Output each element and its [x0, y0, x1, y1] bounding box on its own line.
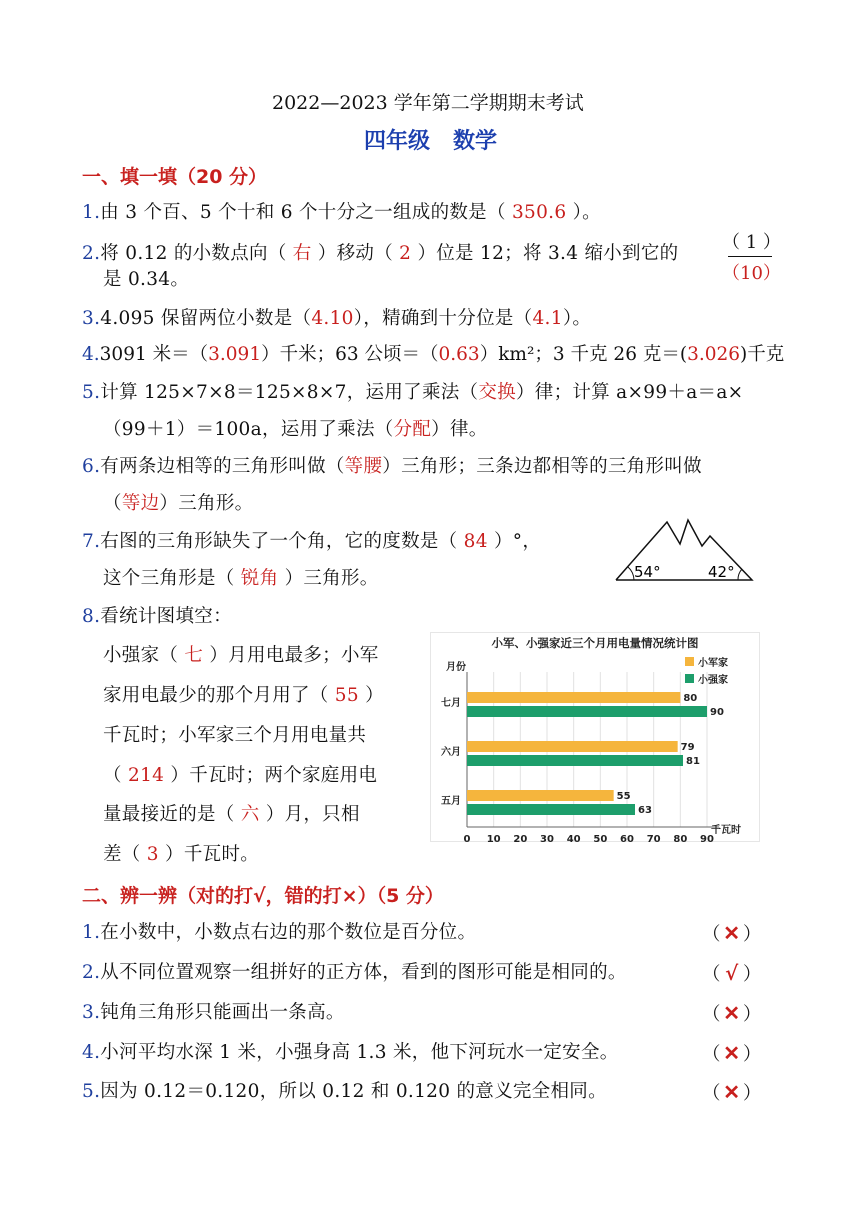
close-paren: ）	[742, 924, 762, 945]
question-text: ）位是 12；将 3.4 缩小到它的	[417, 243, 679, 264]
question-6-line2	[103, 492, 253, 516]
question-text: ）移动（	[317, 243, 393, 264]
question-number: 3.	[82, 1002, 101, 1023]
question-text: 3091 米＝（	[99, 344, 209, 365]
legend-swatch	[685, 674, 694, 683]
question-text: 由 3 个百、5 个十和 6 个十分之一组成的数是（	[100, 202, 506, 223]
x-axis-label: 千瓦时	[711, 825, 741, 836]
question-number: 8.	[82, 606, 101, 627]
answer: 交换	[478, 382, 516, 403]
question-number: 4.	[82, 344, 100, 365]
question-text: ）千瓦时；两个家庭用电	[170, 765, 378, 786]
x-tick-label: 30	[540, 834, 554, 842]
judgment-answer	[702, 1080, 762, 1106]
answer: 350.6	[505, 202, 573, 223]
angle-label-right: 42°	[708, 563, 735, 581]
question-8-line4	[103, 764, 377, 788]
x-tick-label: 0	[463, 834, 471, 842]
question-text: （	[103, 493, 122, 514]
bar	[467, 790, 614, 801]
close-paren: ）	[742, 1004, 762, 1025]
question-number: 5.	[82, 1081, 101, 1102]
question-text: ）。	[562, 308, 592, 329]
statement-text: 从不同位置观察一组拼好的正方体，看到的图形可能是相同的。	[100, 962, 627, 983]
close-paren: ）	[742, 964, 762, 985]
answer: 3.091	[208, 344, 262, 365]
bar-value-label: 90	[710, 707, 724, 718]
question-8-line5	[103, 803, 360, 827]
question-8	[82, 605, 232, 629]
judgment-answer	[702, 961, 762, 987]
open-paren: （	[702, 1044, 721, 1065]
question-number: 2.	[82, 243, 101, 264]
question-4	[82, 343, 784, 367]
x-tick-label: 20	[513, 834, 528, 842]
question-text: 4.095 保留两位小数是（	[100, 308, 312, 329]
answer: 六	[234, 804, 266, 825]
question-text: 这个三角形是（	[103, 568, 235, 589]
question-8-line1	[103, 644, 379, 668]
question-8-line2	[103, 684, 384, 708]
question-text: ）三角形。	[159, 493, 254, 514]
question-2	[82, 242, 678, 266]
judgment-item	[82, 1001, 345, 1025]
answer-mark: ✕	[723, 1041, 741, 1065]
answer: 0.63	[438, 344, 480, 365]
open-paren: （	[702, 924, 721, 945]
answer: 等腰	[344, 456, 383, 477]
judgment-answer	[702, 1001, 762, 1027]
bar-value-label: 79	[680, 742, 695, 753]
legend-label: 小强家	[698, 675, 728, 686]
x-tick-label: 80	[673, 834, 688, 842]
question-number: 5.	[82, 382, 101, 403]
open-paren: （	[702, 964, 721, 985]
open-paren: （	[702, 1004, 721, 1025]
bar-value-label: 81	[686, 756, 700, 767]
question-text: ）三角形。	[284, 568, 379, 589]
question-text: ）	[365, 685, 384, 706]
x-tick-label: 10	[486, 834, 501, 842]
question-number: 6.	[82, 456, 101, 477]
answer-mark: √	[725, 961, 739, 985]
question-8-line6	[103, 843, 259, 867]
question-text: ）律；计算 a×99＋a＝a×	[515, 382, 744, 403]
answer: 七	[178, 645, 210, 666]
section2-heading: 二、辨一辨（对的打√，错的打×）（5 分）	[82, 885, 444, 907]
question-7	[82, 530, 541, 554]
close-paren: ）	[742, 1083, 762, 1104]
question-number: 3.	[82, 308, 101, 329]
question-6	[82, 455, 702, 479]
question-text: ）。	[572, 202, 601, 223]
question-text: 量最接近的是（	[103, 804, 235, 825]
answer: 3	[140, 844, 166, 865]
legend-label: 小军家	[698, 658, 728, 669]
answer: 2	[393, 243, 418, 264]
question-2-line2: 是 0.34。	[103, 269, 190, 290]
question-text: （99＋1）＝100a，运用了乘法（	[103, 419, 394, 440]
question-5	[82, 381, 743, 405]
question-text: 有两条边相等的三角形叫做（	[100, 456, 345, 477]
exam-subtitle: 四年级 数学	[364, 129, 497, 154]
judgment-answer	[702, 1041, 762, 1067]
question-text: ）律。	[431, 419, 488, 440]
question-text: 家用电最少的那个月用了（	[103, 685, 329, 706]
bar	[467, 741, 678, 752]
x-tick-label: 50	[593, 834, 608, 842]
legend-swatch	[685, 657, 694, 666]
electricity-bar-chart	[430, 632, 760, 842]
question-text: ）km²；3 千克 26 克＝(	[479, 344, 688, 365]
judgment-item	[82, 961, 627, 985]
angle-arc-right	[738, 569, 742, 580]
answer: 右	[286, 243, 318, 264]
fraction	[722, 228, 781, 285]
question-text: ）°，	[493, 531, 542, 552]
question-text: ）月用电最多；小军	[209, 645, 379, 666]
judgment-item	[82, 1041, 619, 1065]
bar	[467, 804, 635, 815]
category-label: 七月	[441, 698, 461, 709]
question-text: 计算 125×7×8＝125×8×7，运用了乘法（	[100, 382, 479, 403]
answer: 214	[121, 765, 171, 786]
statement-text: 钝角三角形只能画出一条高。	[100, 1002, 345, 1023]
exam-title: 2022—2023 学年第二学期期末考试	[272, 92, 584, 114]
chart-title: 小军、小强家近三个月用电量情况统计图	[491, 636, 699, 650]
question-text: （	[103, 765, 122, 786]
category-label: 五月	[441, 796, 461, 807]
x-tick-label: 70	[646, 834, 661, 842]
question-text: 差（	[103, 844, 141, 865]
question-3	[82, 307, 591, 331]
answer: 等边	[121, 493, 160, 514]
category-label: 六月	[441, 747, 461, 758]
question-7-line2	[103, 567, 379, 591]
x-tick-label: 60	[620, 834, 634, 842]
fraction-bar	[728, 256, 772, 257]
question-text: ）月，只相	[265, 804, 360, 825]
answer: 4.1	[532, 308, 563, 329]
statement-text: 小河平均水深 1 米，小强身高 1.3 米，他下河玩水一定安全。	[100, 1042, 619, 1063]
bar-value-label: 63	[638, 805, 652, 816]
angle-label-left: 54°	[634, 563, 661, 581]
open-paren: （	[702, 1083, 721, 1104]
question-text: ）千瓦时。	[165, 844, 260, 865]
answer: 锐角	[234, 568, 285, 589]
bar	[467, 692, 680, 703]
broken-triangle-figure	[612, 516, 758, 586]
question-text: 看统计图填空：	[100, 606, 232, 627]
question-1	[82, 201, 601, 225]
question-8-line3: 千瓦时；小军家三个月用电量共	[103, 725, 367, 746]
answer-mark: ✕	[723, 1080, 741, 1104]
answer: 3.026	[687, 344, 741, 365]
question-text: 右图的三角形缺失了一个角，它的度数是（	[100, 531, 458, 552]
question-number: 1.	[82, 202, 101, 223]
judgment-item	[82, 921, 476, 945]
fraction-denominator: （10）	[722, 263, 781, 284]
chart-canvas	[430, 632, 760, 842]
answer-mark: ✕	[723, 921, 741, 945]
question-text: )千克	[740, 344, 785, 365]
question-text: ），精确到十分位是（	[353, 308, 533, 329]
bar	[467, 706, 707, 717]
question-number: 7.	[82, 531, 101, 552]
answer: 84	[457, 531, 494, 552]
bar-value-label: 80	[683, 693, 698, 704]
question-number: 1.	[82, 922, 101, 943]
judgment-answer	[702, 921, 762, 947]
question-number: 2.	[82, 962, 101, 983]
answer: 4.10	[311, 308, 354, 329]
answer-mark: ✕	[723, 1001, 741, 1025]
x-tick-label: 40	[566, 834, 581, 842]
answer: 55	[328, 685, 366, 706]
x-tick-label: 90	[700, 834, 714, 842]
bar	[467, 755, 683, 766]
bar-value-label: 55	[616, 791, 631, 802]
fraction-numerator: （ 1 ）	[722, 232, 781, 253]
y-axis-label: 月份	[446, 662, 466, 673]
question-5-line2	[103, 418, 488, 442]
close-paren: ）	[742, 1044, 762, 1065]
question-text: ）千米；63 公顷＝（	[261, 344, 439, 365]
statement-text: 在小数中，小数点右边的那个数位是百分位。	[100, 922, 477, 943]
answer: 分配	[393, 419, 432, 440]
question-text: 将 0.12 的小数点向（	[100, 243, 287, 264]
question-text: 小强家（	[103, 645, 179, 666]
question-text: ）三角形；三条边都相等的三角形叫做	[382, 456, 702, 477]
statement-text: 因为 0.12＝0.120，所以 0.12 和 0.120 的意义完全相同。	[100, 1081, 607, 1102]
section1-heading: 一、填一填（20 分）	[82, 166, 268, 188]
question-number: 4.	[82, 1042, 101, 1063]
judgment-item	[82, 1080, 607, 1104]
